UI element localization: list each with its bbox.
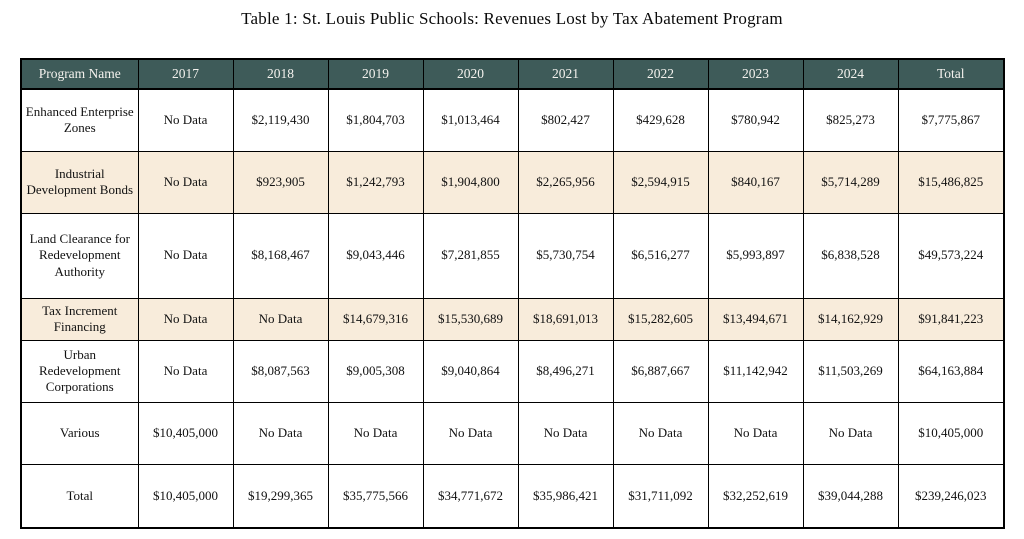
column-header-2017: 2017 <box>138 59 233 89</box>
value-cell: $19,299,365 <box>233 464 328 528</box>
value-cell: No Data <box>138 213 233 298</box>
value-cell: $14,162,929 <box>803 298 898 340</box>
column-header-2022: 2022 <box>613 59 708 89</box>
value-cell: $780,942 <box>708 89 803 151</box>
value-cell: $5,730,754 <box>518 213 613 298</box>
value-cell: $32,252,619 <box>708 464 803 528</box>
value-cell: $10,405,000 <box>138 402 233 464</box>
value-cell: $8,087,563 <box>233 340 328 402</box>
value-cell: $1,904,800 <box>423 151 518 213</box>
table-row <box>21 89 1004 151</box>
table-row <box>21 340 1004 402</box>
value-cell: $2,265,956 <box>518 151 613 213</box>
value-cell: $5,714,289 <box>803 151 898 213</box>
value-cell: $18,691,013 <box>518 298 613 340</box>
column-header-2023: 2023 <box>708 59 803 89</box>
program-name-cell: Tax Increment Financing <box>21 298 138 340</box>
table-row <box>21 213 1004 298</box>
program-name-cell: Various <box>21 402 138 464</box>
value-cell: No Data <box>138 89 233 151</box>
value-cell: $2,119,430 <box>233 89 328 151</box>
table-row <box>21 151 1004 213</box>
value-cell: $11,142,942 <box>708 340 803 402</box>
header-row <box>21 59 1004 89</box>
value-cell: $7,775,867 <box>898 89 1004 151</box>
value-cell: $9,005,308 <box>328 340 423 402</box>
value-cell: $15,282,605 <box>613 298 708 340</box>
value-cell: $34,771,672 <box>423 464 518 528</box>
value-cell: $8,496,271 <box>518 340 613 402</box>
value-cell: $9,043,446 <box>328 213 423 298</box>
program-name-cell: Total <box>21 464 138 528</box>
value-cell: $13,494,671 <box>708 298 803 340</box>
column-header-total: Total <box>898 59 1004 89</box>
column-header-2020: 2020 <box>423 59 518 89</box>
value-cell: No Data <box>138 151 233 213</box>
value-cell: No Data <box>803 402 898 464</box>
revenue-table <box>20 58 1005 529</box>
value-cell: $31,711,092 <box>613 464 708 528</box>
column-header-program-name: Program Name <box>21 59 138 89</box>
value-cell: $840,167 <box>708 151 803 213</box>
value-cell: No Data <box>613 402 708 464</box>
value-cell: $7,281,855 <box>423 213 518 298</box>
value-cell: No Data <box>233 402 328 464</box>
column-header-2024: 2024 <box>803 59 898 89</box>
value-cell: $2,594,915 <box>613 151 708 213</box>
value-cell: $15,486,825 <box>898 151 1004 213</box>
value-cell: $10,405,000 <box>898 402 1004 464</box>
value-cell: $91,841,223 <box>898 298 1004 340</box>
program-name-cell: Industrial Development Bonds <box>21 151 138 213</box>
value-cell: $8,168,467 <box>233 213 328 298</box>
value-cell: No Data <box>708 402 803 464</box>
value-cell: $14,679,316 <box>328 298 423 340</box>
value-cell: $64,163,884 <box>898 340 1004 402</box>
value-cell: $923,905 <box>233 151 328 213</box>
value-cell: $35,775,566 <box>328 464 423 528</box>
value-cell: $6,838,528 <box>803 213 898 298</box>
table-title: Table 1: St. Louis Public Schools: Revenues Lost by Tax Abatement Program <box>241 9 783 28</box>
value-cell: $9,040,864 <box>423 340 518 402</box>
column-header-2018: 2018 <box>233 59 328 89</box>
value-cell: $1,242,793 <box>328 151 423 213</box>
value-cell: $429,628 <box>613 89 708 151</box>
value-cell: $1,013,464 <box>423 89 518 151</box>
value-cell: $1,804,703 <box>328 89 423 151</box>
value-cell: No Data <box>233 298 328 340</box>
table-row <box>21 298 1004 340</box>
value-cell: No Data <box>328 402 423 464</box>
column-header-2019: 2019 <box>328 59 423 89</box>
value-cell: $6,516,277 <box>613 213 708 298</box>
value-cell: $6,887,667 <box>613 340 708 402</box>
value-cell: $802,427 <box>518 89 613 151</box>
value-cell: No Data <box>518 402 613 464</box>
program-name-cell: Land Clearance for Redevelopment Authority <box>21 213 138 298</box>
value-cell: $239,246,023 <box>898 464 1004 528</box>
table-row <box>21 402 1004 464</box>
value-cell: No Data <box>138 340 233 402</box>
value-cell: $49,573,224 <box>898 213 1004 298</box>
table-row <box>21 464 1004 528</box>
column-header-2021: 2021 <box>518 59 613 89</box>
value-cell: $10,405,000 <box>138 464 233 528</box>
value-cell: $39,044,288 <box>803 464 898 528</box>
value-cell: $825,273 <box>803 89 898 151</box>
program-name-cell: Urban Redevelopment Corporations <box>21 340 138 402</box>
value-cell: $15,530,689 <box>423 298 518 340</box>
program-name-cell: Enhanced Enterprise Zones <box>21 89 138 151</box>
value-cell: No Data <box>423 402 518 464</box>
value-cell: $35,986,421 <box>518 464 613 528</box>
value-cell: No Data <box>138 298 233 340</box>
value-cell: $11,503,269 <box>803 340 898 402</box>
value-cell: $5,993,897 <box>708 213 803 298</box>
